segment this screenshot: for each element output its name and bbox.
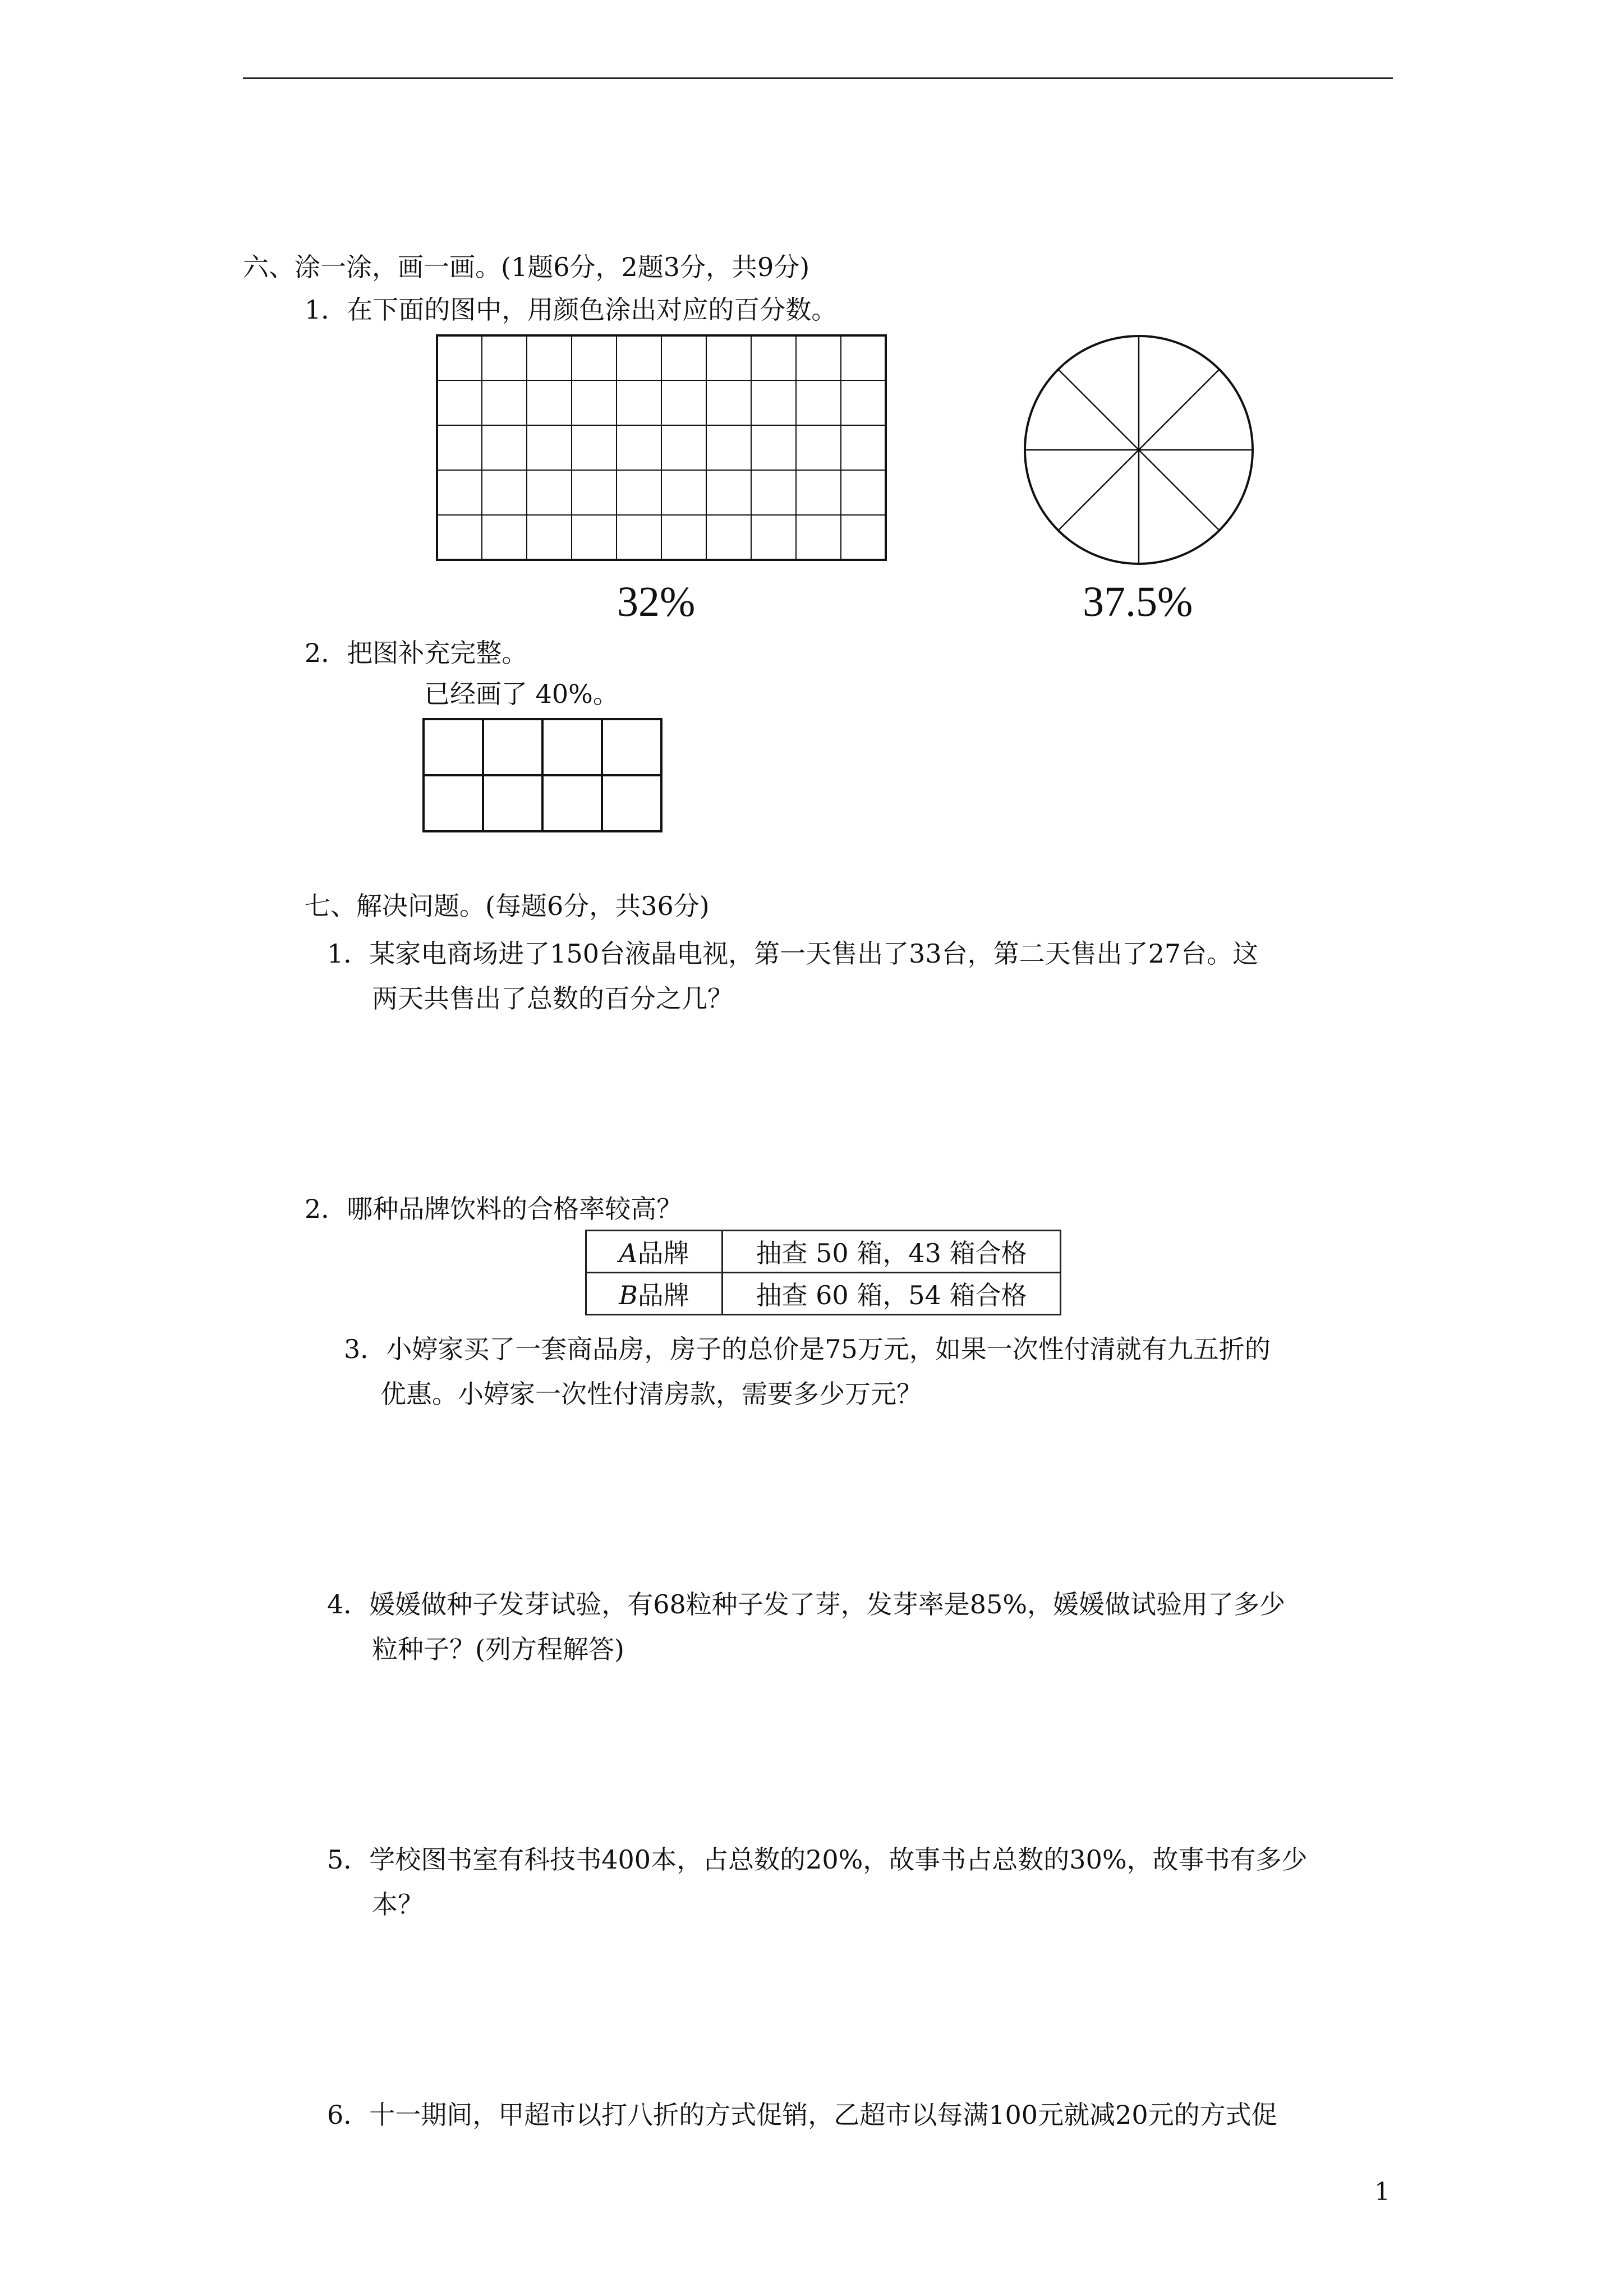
small-grid-cell [483,719,542,775]
grid-cell [572,470,617,515]
section6-q1: 1．在下面的图中，用颜色涂出对应的百分数。 [305,295,838,325]
small-grid [422,718,663,833]
small-grid-cell [483,775,542,831]
grid-cell [661,470,706,515]
section7-heading: 七、解决问题。(每题6分，共36分) [305,891,710,921]
grid-cell [482,380,527,425]
grid-cell [841,470,886,515]
grid-cell [437,425,482,470]
grid-cell [751,425,796,470]
grid-cell [706,425,751,470]
grid-cell [796,335,841,380]
grid-cell [437,380,482,425]
section7-q6-line1: 6．十一期间，甲超市以打八折的方式促销，乙超市以每满100元就减20元的方式促 [327,2100,1277,2130]
grid-cell [841,425,886,470]
small-grid-cell [542,719,602,775]
page-number: 1 [1374,2178,1390,2206]
brand-cell [586,1231,723,1273]
grid-cell [617,335,661,380]
section7-q4-line2: 粒种子？(列方程解答) [372,1634,624,1664]
grid-cell [617,515,661,560]
grid-cell [572,380,617,425]
brand-cell [586,1273,723,1315]
section6-q2: 2．把图补充完整。 [305,638,528,668]
grid-cell [841,515,886,560]
circle-sector-divider [1058,450,1139,531]
grid-cell [572,515,617,560]
grid-cell [572,335,617,380]
brand-table [585,1230,1061,1315]
section7-q5-line2: 本？ [372,1889,424,1920]
circle-percent-label: 37.5% [1083,578,1193,625]
inspection-cell: 抽查 50 箱，43 箱合格 [723,1231,1061,1273]
section7-q3-line1: 3．小婷家买了一套商品房，房子的总价是75万元，如果一次性付清就有九五折的 [344,1334,1271,1364]
inspection-cell: 抽查 60 箱，54 箱合格 [723,1273,1061,1315]
grid-cell [706,335,751,380]
grid-cell [796,425,841,470]
grid-percent-label: 32% [617,578,696,625]
brand-letter: A [619,1238,638,1268]
grid-cell [751,335,796,380]
grid-cell [617,425,661,470]
circle-sector-divider [1139,369,1220,450]
percent-circle [1024,335,1254,565]
grid-cell [706,515,751,560]
circle-sector-divider [1058,369,1139,450]
table-row [586,1231,1061,1273]
grid-cell [841,335,886,380]
small-grid-cell [424,775,483,831]
section7-q5-line1: 5．学校图书室有科技书400本，占总数的20%，故事书占总数的30%，故事书有多少 [327,1844,1308,1875]
small-grid-cell [542,775,602,831]
percent-grid [436,335,886,561]
grid-cell [796,470,841,515]
grid-cell [661,335,706,380]
grid-cell [437,470,482,515]
grid-cell [617,470,661,515]
grid-cell [661,380,706,425]
brand-suffix: 品牌 [637,1238,689,1268]
grid-cell [841,380,886,425]
section7-q4-line1: 4．媛媛做种子发芽试验，有68粒种子发了芽，发芽率是85%，媛媛做试验用了多少 [327,1589,1286,1619]
grid-cell [527,335,572,380]
section6-q2-note: 已经画了 40%。 [424,679,619,709]
grid-cell [482,425,527,470]
header-rule [243,77,1393,79]
section7-q1-line2: 两天共售出了总数的百分之几？ [372,983,733,1014]
grid-cell [527,380,572,425]
brand-suffix: 品牌 [637,1280,689,1310]
grid-cell [661,425,706,470]
small-grid-cell [602,719,661,775]
small-grid-cell [424,719,483,775]
grid-cell [527,470,572,515]
section7-q3-line2: 优惠。小婷家一次性付清房款，需要多少万元？ [380,1379,922,1409]
grid-cell [751,470,796,515]
grid-cell [796,515,841,560]
brand-letter: B [619,1280,638,1310]
circle-sector-divider [1139,450,1220,531]
grid-cell [751,515,796,560]
grid-cell [482,335,527,380]
grid-cell [572,425,617,470]
table-row [586,1273,1061,1315]
section7-q2: 2．哪种品牌饮料的合格率较高？ [305,1194,683,1224]
grid-cell [482,470,527,515]
section6-heading: 六、涂一涂，画一画。(1题6分，2题3分，共9分) [243,252,810,282]
grid-cell [751,380,796,425]
grid-cell [482,515,527,560]
grid-cell [527,515,572,560]
grid-cell [706,470,751,515]
grid-cell [527,425,572,470]
section7-q1-line1: 1．某家电商场进了150台液晶电视，第一天售出了33台，第二天售出了27台。这 [327,938,1259,969]
grid-cell [796,380,841,425]
small-grid-cell [602,775,661,831]
grid-cell [661,515,706,560]
grid-cell [437,515,482,560]
grid-cell [706,380,751,425]
grid-cell [437,335,482,380]
grid-cell [617,380,661,425]
